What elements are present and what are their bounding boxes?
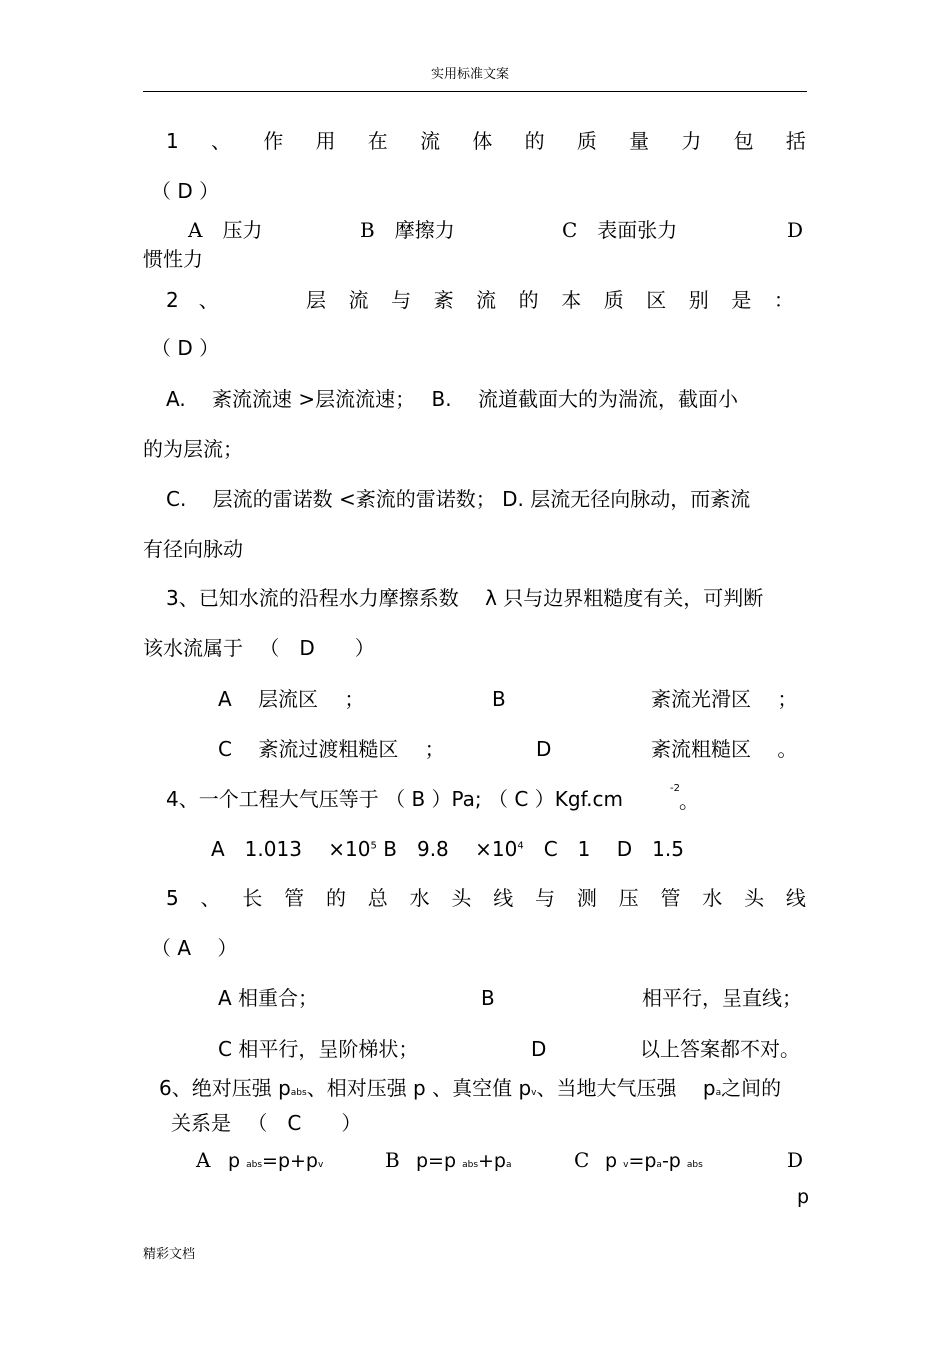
question-1-option-d-text: 惯性力 bbox=[143, 247, 203, 271]
question-4-end: 。 bbox=[679, 789, 699, 813]
question-5-option-b-label: B bbox=[481, 986, 495, 1010]
question-4-stem: 4、一个工程大气压等于 （ B ）Pa; （ C ）Kgf.cm bbox=[166, 787, 623, 811]
question-3-option-b-text: 紊流光滑区 ； bbox=[651, 687, 798, 711]
question-3-option-a: A 层流区 ； bbox=[218, 687, 365, 711]
question-2-answer: （ D ） bbox=[151, 336, 220, 360]
question-6-option-c: p v=pa-p abs bbox=[605, 1150, 703, 1172]
question-4-options: A 1.013 $\times 10^5$ B 9.8 $\times 10^4$ C 1 D 1.5 bbox=[211, 837, 684, 861]
question-5-option-d-label: D bbox=[531, 1037, 547, 1061]
question-2-stem: 层 流 与 紊 流 的 本 质 区 别 是 ： bbox=[306, 288, 794, 312]
question-2-option-a-cont: 的为层流； bbox=[143, 437, 243, 461]
question-5-stem: 5 、 长 管 的 总 水 头 线 与 测 压 管 水 头 线 bbox=[166, 886, 806, 910]
question-3-stem: 3、已知水流的沿程水力摩擦系数 λ 只与边界粗糙度有关，可判断 bbox=[166, 586, 764, 610]
question-3-option-d-label: D bbox=[536, 737, 552, 761]
question-3-option-b-label: B bbox=[492, 687, 506, 711]
question-6-stem: 6、绝对压强 pabs、相对压强 p 、真空值 pv、当地大气压强 pa之间的 bbox=[159, 1076, 782, 1100]
header-rule bbox=[143, 91, 807, 92]
question-6-option-b: p=p abs+pa bbox=[416, 1150, 512, 1172]
question-6-option-c-label: C bbox=[574, 1148, 590, 1172]
question-5-option-a: A 相重合； bbox=[218, 986, 319, 1010]
question-1-option-c: C 表面张力 bbox=[562, 218, 678, 242]
question-5-answer: （ A ） bbox=[151, 936, 238, 960]
question-2-option-a: A. 紊流流速 >层流流速； B. 流道截面大的为湍流，截面小 bbox=[166, 387, 738, 411]
question-4-superscript: -2 bbox=[670, 783, 680, 794]
question-5-option-c: C 相平行，呈阶梯状； bbox=[218, 1037, 419, 1061]
question-6-option-d-label: D bbox=[787, 1148, 804, 1172]
question-3-stem-cont: 该水流属于 （ D ） bbox=[143, 636, 375, 660]
question-1-option-b: B 摩擦力 bbox=[360, 218, 455, 242]
question-5-option-b-text: 相平行，呈直线； bbox=[642, 986, 802, 1010]
question-3-option-c: C 紊流过渡粗糙区 ； bbox=[218, 737, 445, 761]
question-1-option-d-label: D bbox=[787, 218, 804, 242]
question-6-stem-cont: 关系是 （ C ） bbox=[171, 1111, 362, 1135]
page-footer: 精彩文档 bbox=[143, 1247, 196, 1262]
question-3-option-d-text: 紊流粗糙区 。 bbox=[651, 737, 798, 761]
question-2-number: 2 、 bbox=[166, 288, 219, 312]
question-2-option-c: C. 层流的雷诺数 <紊流的雷诺数； D. 层流无径向脉动，而紊流 bbox=[166, 487, 751, 511]
question-6-option-a: p abs=p+pv bbox=[228, 1150, 324, 1172]
page-header: 实用标准文案 bbox=[431, 67, 510, 82]
question-6-option-d: p bbox=[797, 1186, 810, 1208]
question-1-answer: （ D ） bbox=[151, 179, 220, 203]
question-1-option-a: A 压力 bbox=[188, 218, 263, 242]
question-5-option-d-text: 以上答案都不对。 bbox=[640, 1037, 800, 1061]
question-6-option-a-label: A bbox=[196, 1148, 211, 1172]
question-2-option-c-cont: 有径向脉动 bbox=[143, 537, 243, 561]
question-6-option-b-label: B bbox=[385, 1148, 400, 1172]
question-1-stem: 1 、 作 用 在 流 体 的 质 量 力 包 括 bbox=[166, 129, 806, 153]
